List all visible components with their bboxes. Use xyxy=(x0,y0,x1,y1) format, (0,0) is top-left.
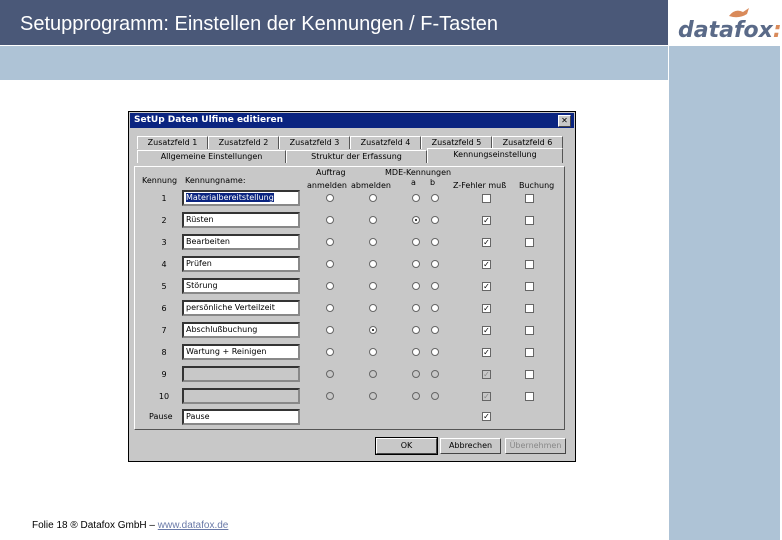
header-zfehler: Z-Fehler muß xyxy=(453,181,507,190)
header-kennungname: Kennungname: xyxy=(185,176,246,185)
row-number: 9 xyxy=(161,370,167,379)
tab-zusatzfeld-1[interactable]: Zusatzfeld 1 xyxy=(137,136,208,149)
kennung-name-field[interactable] xyxy=(182,344,300,360)
buchung-checkbox[interactable] xyxy=(525,216,534,225)
kennung-name-value: Rüsten xyxy=(186,215,214,224)
kennung-name-field[interactable] xyxy=(182,234,300,250)
radio-a[interactable] xyxy=(412,194,420,202)
setup-dialog xyxy=(128,111,576,462)
row-number: 4 xyxy=(161,260,167,269)
zfehler-checkbox[interactable]: ✓ xyxy=(483,348,490,357)
radio-abmelden[interactable] xyxy=(369,326,377,334)
close-icon[interactable]: ✕ xyxy=(558,115,571,127)
radio-b[interactable] xyxy=(431,370,439,378)
header-abmelden: abmelden xyxy=(351,181,391,190)
right-panel xyxy=(669,46,780,540)
header-buchung: Buchung xyxy=(519,181,555,190)
header-kennung: Kennung xyxy=(142,176,178,185)
radio-abmelden[interactable] xyxy=(369,348,377,356)
radio-abmelden[interactable] xyxy=(369,238,377,246)
tab-struktur-der-erfassung[interactable]: Struktur der Erfassung xyxy=(286,150,427,163)
zfehler-checkbox[interactable]: ✓ xyxy=(483,282,490,291)
buchung-checkbox[interactable] xyxy=(525,326,534,335)
buchung-checkbox[interactable] xyxy=(525,392,534,401)
header-a: a xyxy=(411,178,416,187)
kennung-name-field[interactable] xyxy=(182,388,300,404)
radio-a[interactable] xyxy=(412,304,420,312)
radio-anmelden[interactable] xyxy=(326,326,334,334)
radio-anmelden[interactable] xyxy=(326,238,334,246)
kennung-name-field[interactable] xyxy=(182,212,300,228)
tab-zusatzfeld-2[interactable]: Zusatzfeld 2 xyxy=(208,136,279,149)
radio-anmelden[interactable] xyxy=(326,348,334,356)
apply-button[interactable]: Übernehmen xyxy=(505,438,566,454)
ok-button[interactable]: OK xyxy=(376,438,437,454)
page-title: Setupprogramm: Einstellen der Kennungen / F-Tasten xyxy=(20,13,499,35)
radio-a[interactable] xyxy=(412,326,420,334)
row-number: 10 xyxy=(158,392,170,401)
kennung-name-value: Materialbereitstellung xyxy=(186,193,274,202)
kennung-name-value: persönliche Verteilzeit xyxy=(186,303,275,312)
kennung-name-field[interactable] xyxy=(182,278,300,294)
radio-a[interactable] xyxy=(412,392,420,400)
buchung-checkbox[interactable] xyxy=(525,304,534,313)
zfehler-checkbox[interactable]: ✓ xyxy=(483,238,490,247)
zfehler-checkbox[interactable]: ✓ xyxy=(483,216,490,225)
footer xyxy=(32,520,228,531)
radio-b[interactable] xyxy=(431,282,439,290)
kennung-name-value: Abschlußbuchung xyxy=(186,325,258,334)
zfehler-checkbox[interactable]: ✓ xyxy=(483,326,490,335)
tab-zusatzfeld-3[interactable]: Zusatzfeld 3 xyxy=(279,136,350,149)
cancel-button[interactable]: Abbrechen xyxy=(440,438,501,454)
kennung-name-field[interactable] xyxy=(182,190,300,206)
header-b: b xyxy=(430,178,436,187)
footer-link[interactable]: www.datafox.de xyxy=(157,520,229,531)
radio-abmelden[interactable] xyxy=(369,304,377,312)
radio-abmelden[interactable] xyxy=(369,370,377,378)
kennung-name-value: Wartung + Reinigen xyxy=(186,347,267,356)
radio-a[interactable] xyxy=(412,260,420,268)
row-number: 5 xyxy=(161,282,167,291)
radio-anmelden[interactable] xyxy=(326,370,334,378)
radio-b[interactable] xyxy=(431,304,439,312)
row-number: 3 xyxy=(161,238,167,247)
zfehler-checkbox[interactable]: ✓ xyxy=(483,304,490,313)
zfehler-checkbox[interactable]: ✓ xyxy=(483,392,490,401)
radio-abmelden[interactable] xyxy=(369,194,377,202)
radio-b[interactable] xyxy=(431,392,439,400)
radio-anmelden[interactable] xyxy=(326,216,334,224)
tab-kennungseinstellung[interactable]: Kennungseinstellung xyxy=(427,148,563,163)
row-number: 6 xyxy=(161,304,167,313)
radio-anmelden[interactable] xyxy=(326,282,334,290)
kennung-name-field[interactable] xyxy=(182,256,300,272)
header-auftrag: Auftrag xyxy=(316,168,346,177)
pause-name-field[interactable]: Pause xyxy=(182,409,300,425)
buchung-checkbox[interactable] xyxy=(525,238,534,247)
tab-allgemeine-einstellungen[interactable]: Allgemeine Einstellungen xyxy=(137,150,286,163)
kennung-name-field[interactable] xyxy=(182,300,300,316)
radio-b[interactable] xyxy=(431,260,439,268)
row-number: 7 xyxy=(161,326,167,335)
logo xyxy=(678,18,782,43)
logo-suffix: : xyxy=(772,18,782,43)
radio-b[interactable] xyxy=(431,216,439,224)
buchung-checkbox[interactable] xyxy=(525,194,534,203)
tab-zusatzfeld-4[interactable]: Zusatzfeld 4 xyxy=(350,136,421,149)
tab-zusatzfeld-6[interactable]: Zusatzfeld 6 xyxy=(492,136,563,149)
radio-b[interactable] xyxy=(431,194,439,202)
header-bar xyxy=(0,0,668,45)
row-number: 8 xyxy=(161,348,167,357)
kennung-name-field[interactable] xyxy=(182,322,300,338)
row-number: 1 xyxy=(161,194,167,203)
buchung-checkbox[interactable] xyxy=(525,260,534,269)
zfehler-checkbox[interactable] xyxy=(482,194,491,203)
zfehler-checkbox[interactable]: ✓ xyxy=(483,370,490,379)
radio-a[interactable] xyxy=(412,370,420,378)
kennung-name-value: Störung xyxy=(186,281,218,290)
header-anmelden: anmelden xyxy=(307,181,347,190)
row-number: 2 xyxy=(161,216,167,225)
kennung-name-field[interactable] xyxy=(182,366,300,382)
pause-zfehler-checkbox[interactable]: ✓ xyxy=(483,412,490,421)
radio-b[interactable] xyxy=(431,348,439,356)
pause-label: Pause xyxy=(149,412,173,421)
radio-abmelden[interactable] xyxy=(369,216,377,224)
buchung-checkbox[interactable] xyxy=(525,348,534,357)
radio-b[interactable] xyxy=(431,238,439,246)
radio-abmelden[interactable] xyxy=(369,392,377,400)
radio-a[interactable] xyxy=(412,348,420,356)
dialog-title: SetUp Daten Ulfime editieren xyxy=(134,115,284,125)
header-strip xyxy=(0,46,668,80)
footer-text: Folie 18 ® Datafox GmbH – xyxy=(32,520,158,531)
buchung-checkbox[interactable] xyxy=(525,282,534,291)
radio-a[interactable] xyxy=(412,282,420,290)
radio-a[interactable] xyxy=(412,216,420,224)
radio-anmelden[interactable] xyxy=(326,392,334,400)
radio-b[interactable] xyxy=(431,326,439,334)
header-mde-kennungen: MDE-Kennungen xyxy=(385,168,452,177)
radio-a[interactable] xyxy=(412,238,420,246)
buchung-checkbox[interactable] xyxy=(525,370,534,379)
radio-anmelden[interactable] xyxy=(326,304,334,312)
tab-zusatzfeld-5[interactable]: Zusatzfeld 5 xyxy=(421,136,492,149)
radio-anmelden[interactable] xyxy=(326,260,334,268)
logo-text: datafox xyxy=(678,18,773,43)
radio-anmelden[interactable] xyxy=(326,194,334,202)
radio-abmelden[interactable] xyxy=(369,282,377,290)
zfehler-checkbox[interactable]: ✓ xyxy=(483,260,490,269)
radio-abmelden[interactable] xyxy=(369,260,377,268)
kennung-name-value: Prüfen xyxy=(186,259,212,268)
dialog-titlebar xyxy=(130,113,574,128)
kennung-name-value: Bearbeiten xyxy=(186,237,230,246)
